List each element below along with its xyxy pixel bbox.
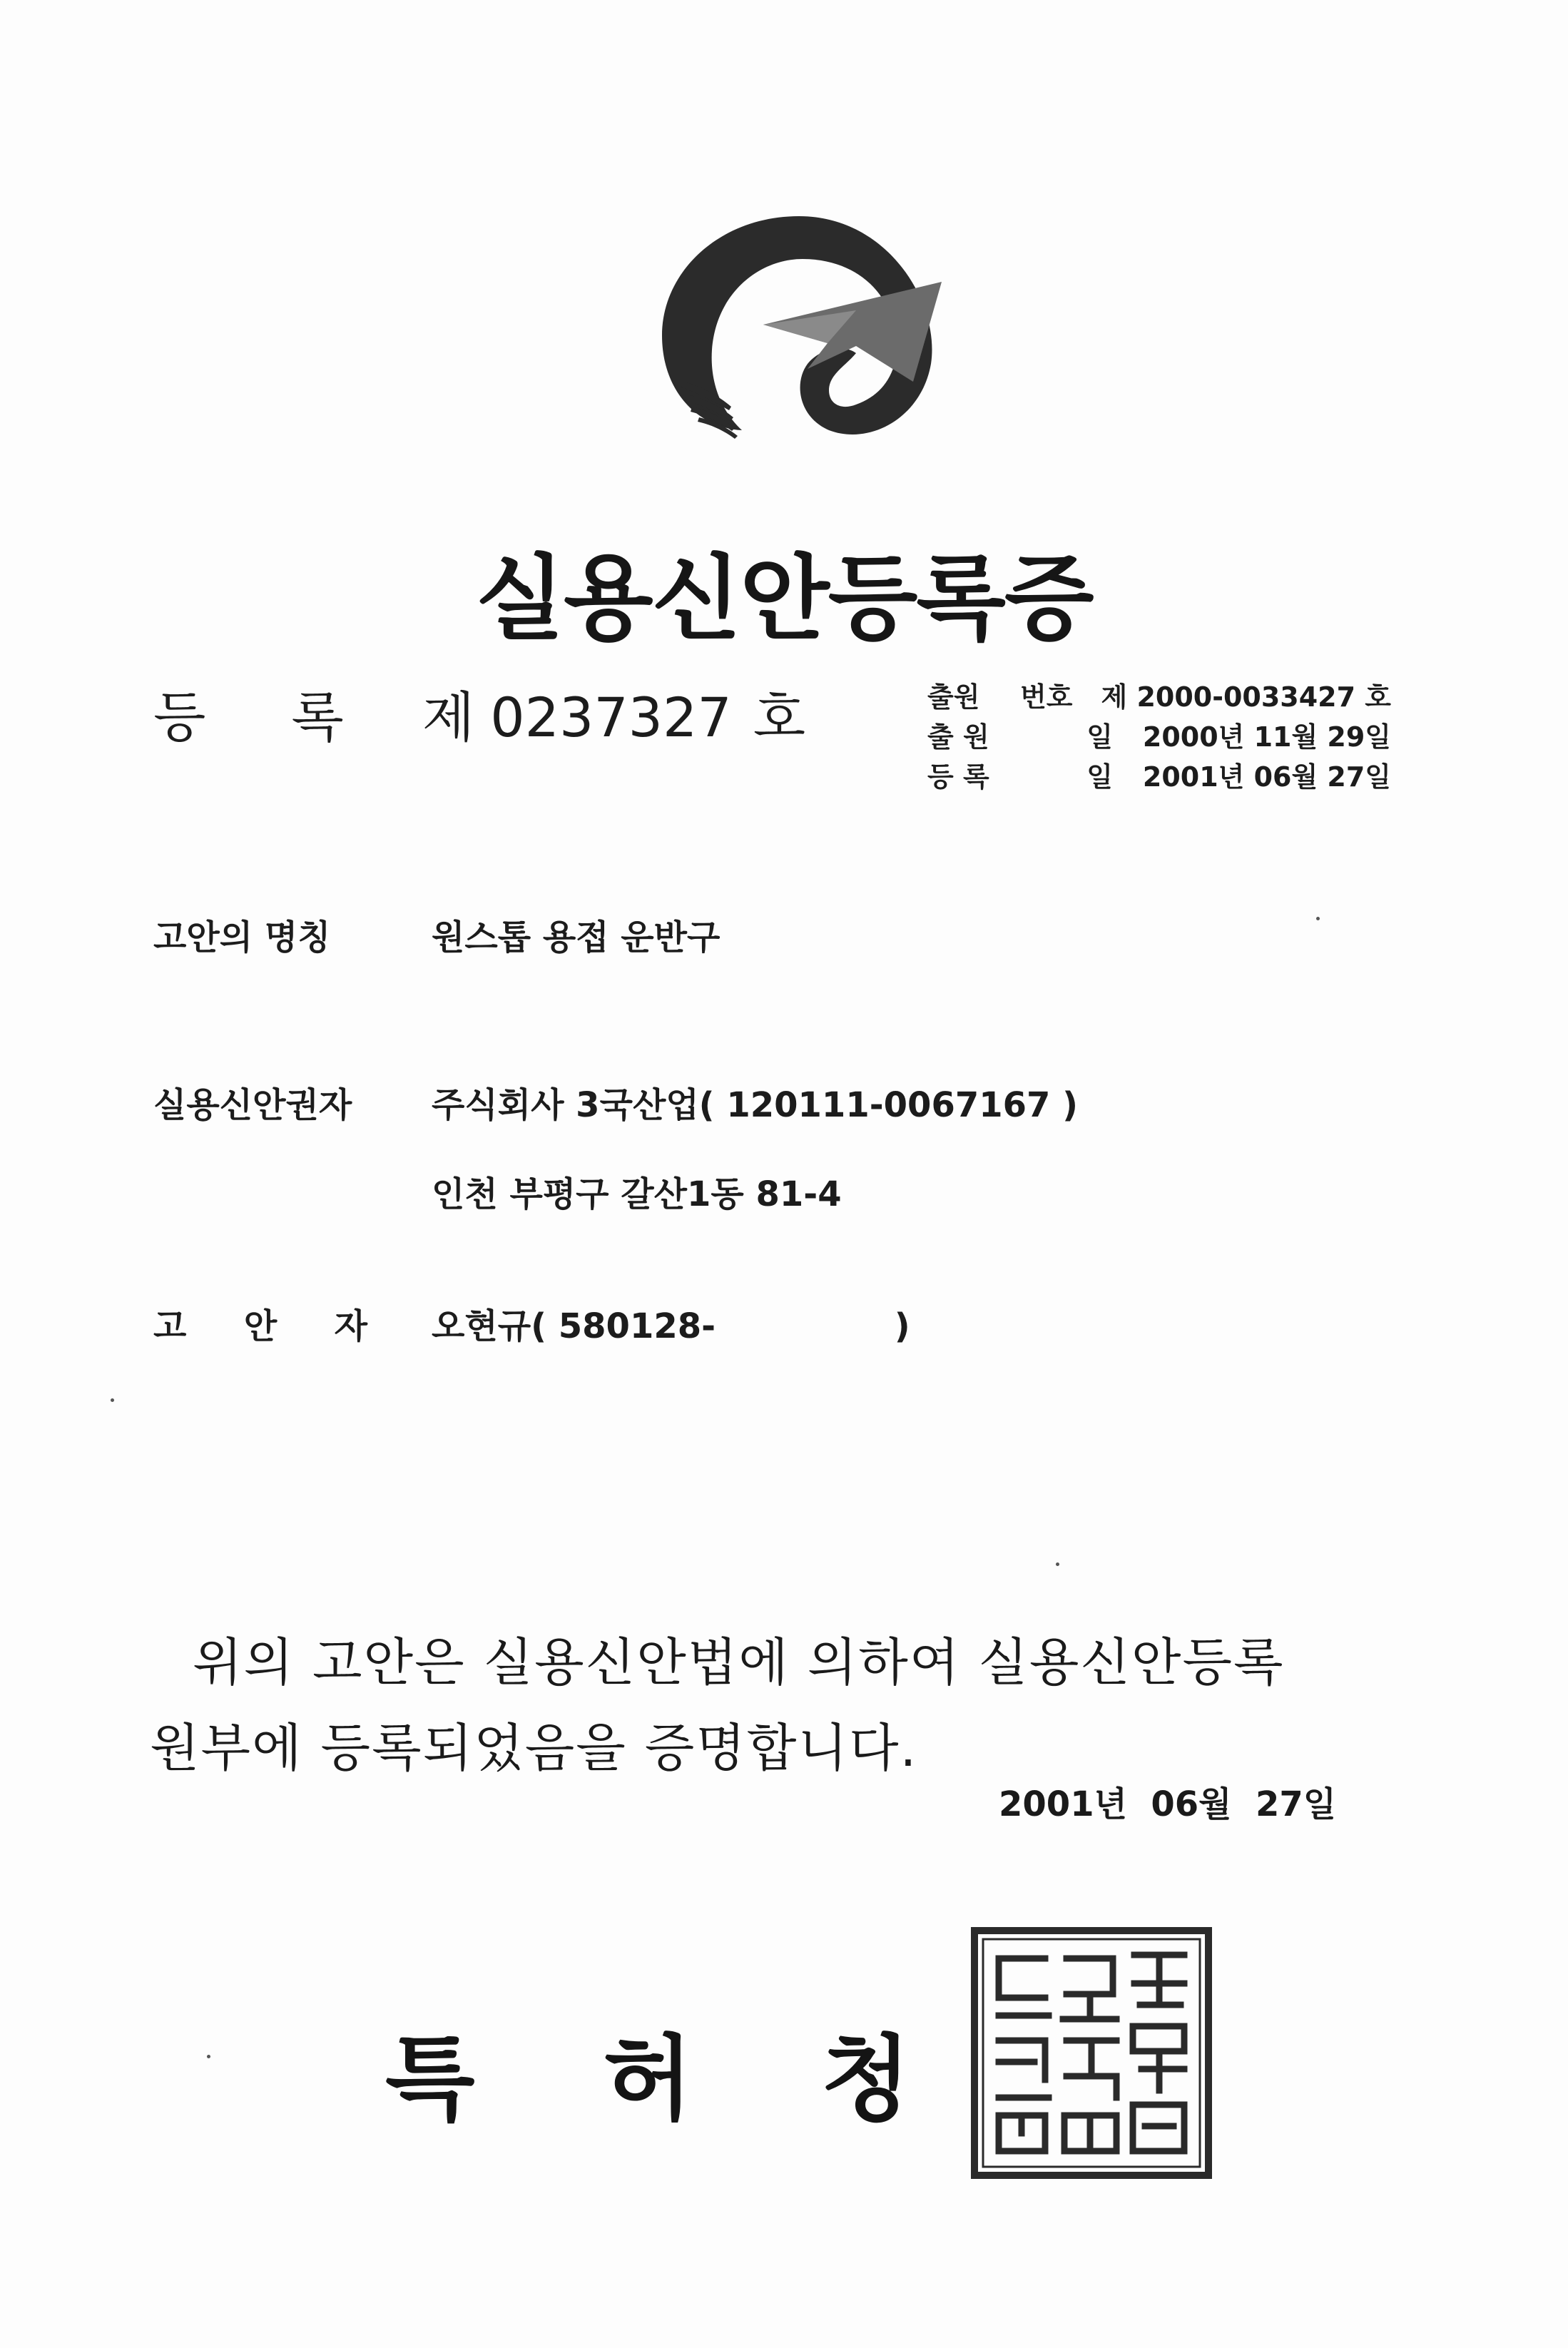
reg-label-2: 록 bbox=[291, 686, 344, 749]
filing-row-application-number bbox=[927, 674, 1391, 714]
reg-label-3: 제 bbox=[422, 686, 475, 749]
scan-speck bbox=[111, 1398, 114, 1402]
right-holder-address: 인천 부평구 갈산1동 81-4 bbox=[432, 1174, 842, 1214]
filing-value: 제 2000-0033427 호 bbox=[1101, 681, 1391, 713]
device-name-field bbox=[153, 910, 720, 959]
filing-value: 2000년 11월 29일 bbox=[1142, 721, 1391, 753]
reg-label-1: 등 bbox=[153, 686, 206, 749]
statement-line-1: 위의 고안은 실용신안법에 의하여 실용신안등록 bbox=[193, 1632, 1285, 1692]
filing-value: 2001년 06월 27일 bbox=[1142, 761, 1391, 793]
filing-label-a: 등 록 bbox=[927, 761, 989, 793]
device-name-label: 고안의 명칭 bbox=[153, 918, 331, 957]
filing-label-b: 일 bbox=[1086, 761, 1113, 793]
issue-date: 2001년 06월 27일 bbox=[999, 1784, 1337, 1824]
scan-speck bbox=[1316, 917, 1320, 920]
right-holder-value: 주식회사 3국산업( 120111-0067167 ) bbox=[432, 1085, 1079, 1125]
right-holder-label: 실용신안권자 bbox=[153, 1085, 352, 1125]
filing-label-b: 번호 bbox=[1020, 681, 1073, 713]
inventor-field bbox=[153, 1298, 910, 1348]
registration-number bbox=[153, 674, 805, 752]
reg-number-value: 0237327 bbox=[490, 686, 732, 749]
document-title: 실용신안등록증 bbox=[475, 544, 1093, 653]
inventor-label-1: 고 bbox=[153, 1306, 187, 1346]
issuer-name bbox=[385, 2005, 1039, 2138]
scan-speck bbox=[207, 2055, 210, 2058]
official-seal-stamp bbox=[970, 1926, 1213, 2180]
scan-speck bbox=[1056, 1562, 1059, 1566]
filing-label-b: 일 bbox=[1086, 721, 1113, 753]
issuer-char-2: 허 bbox=[603, 2025, 693, 2133]
filing-label-a: 출 원 bbox=[927, 721, 989, 753]
statement-line-2: 원부에 등록되었음을 증명합니다. bbox=[150, 1718, 918, 1778]
inventor-value: 오현규( 580128- ) bbox=[432, 1306, 910, 1346]
filing-row-application-date bbox=[927, 714, 1391, 754]
certification-statement bbox=[150, 1620, 1420, 1791]
reg-suffix: 호 bbox=[753, 686, 806, 749]
issuer-char-1: 특 bbox=[385, 2025, 475, 2133]
filing-row-registration-date bbox=[927, 754, 1391, 794]
inventor-label-3: 자 bbox=[334, 1306, 367, 1346]
device-name-value: 원스톱 용접 운반구 bbox=[432, 918, 721, 957]
right-holder-field bbox=[153, 1077, 1078, 1127]
issuer-char-3: 청 bbox=[821, 2025, 911, 2133]
kipo-emblem-logo bbox=[642, 203, 956, 460]
filing-label-a: 출원 bbox=[927, 681, 980, 713]
filing-details bbox=[927, 674, 1391, 794]
inventor-label-2: 안 bbox=[243, 1306, 278, 1346]
